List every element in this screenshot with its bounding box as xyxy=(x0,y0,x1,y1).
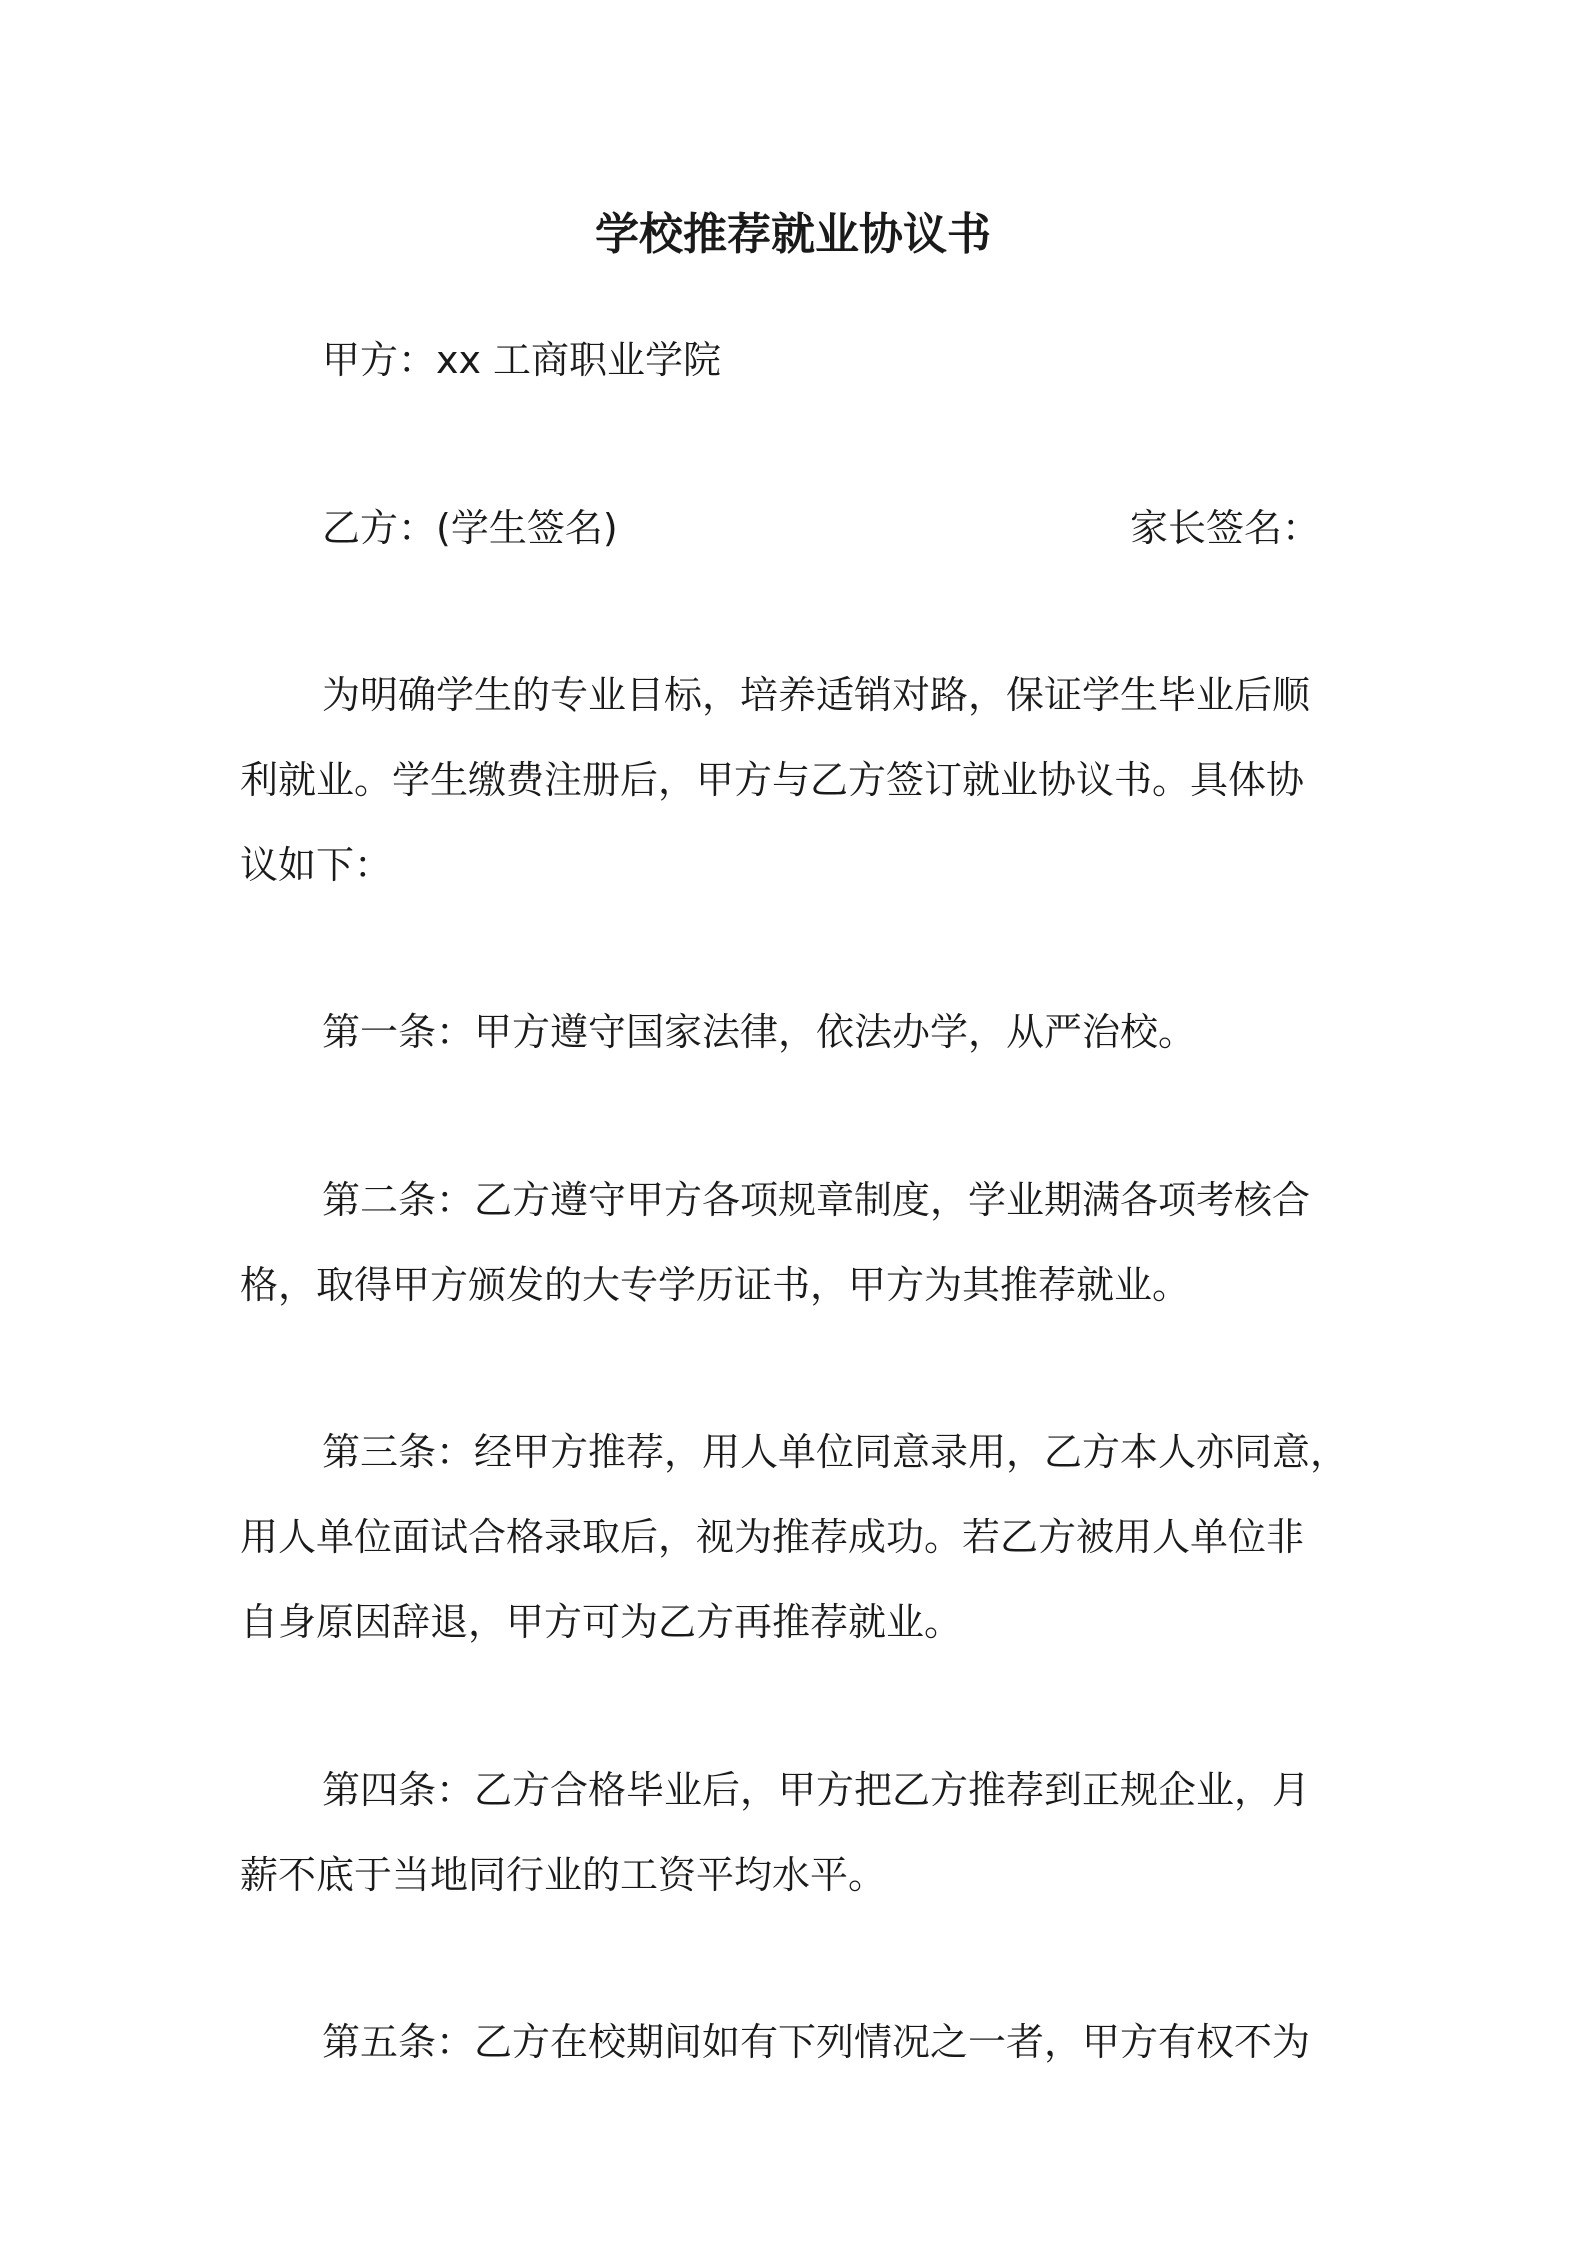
article-4-line-1: 第四条：乙方合格毕业后，甲方把乙方推荐到正规企业，月 xyxy=(322,1768,1311,1812)
article-2-line-2: 格，取得甲方颁发的大专学历证书，甲方为其推荐就业。 xyxy=(240,1263,1191,1307)
party-a-line: 甲方：xx 工商职业学院 xyxy=(322,338,722,382)
intro-line-2: 利就业。学生缴费注册后，甲方与乙方签订就业协议书。具体协 xyxy=(240,758,1305,802)
article-3-line-2: 用人单位面试合格录取后，视为推荐成功。若乙方被用人单位非 xyxy=(240,1515,1305,1559)
article-2-line-1: 第二条：乙方遵守甲方各项规章制度，学业期满各项考核合 xyxy=(322,1178,1311,1222)
intro-line-3: 议如下： xyxy=(240,843,393,887)
intro-line-1: 为明确学生的专业目标，培养适销对路，保证学生毕业后顺 xyxy=(322,673,1311,717)
document-title: 学校推荐就业协议书 xyxy=(595,209,991,260)
article-3-line-1: 第三条：经甲方推荐，用人单位同意录用，乙方本人亦同意， xyxy=(322,1430,1349,1474)
article-1-line-1: 第一条：甲方遵守国家法律，依法办学，从严治校。 xyxy=(322,1010,1197,1054)
article-3-line-3: 自身原因辞退，甲方可为乙方再推荐就业。 xyxy=(240,1600,963,1644)
article-5-line-1: 第五条：乙方在校期间如有下列情况之一者，甲方有权不为 xyxy=(322,2020,1311,2064)
article-4-line-2: 薪不底于当地同行业的工资平均水平。 xyxy=(240,1853,887,1897)
parent-signature-label: 家长签名： xyxy=(1130,506,1321,550)
party-b-line: 乙方：(学生签名) xyxy=(322,506,618,550)
